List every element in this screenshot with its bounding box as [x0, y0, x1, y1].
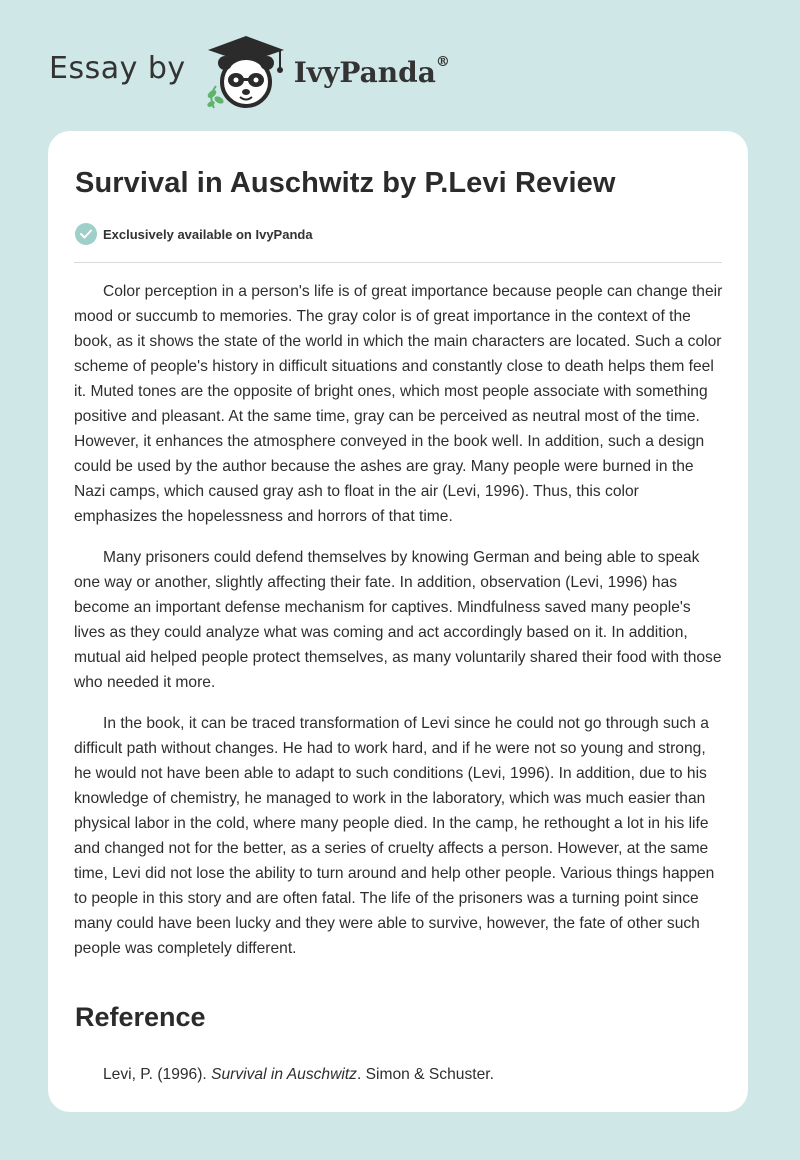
panda-logo-icon — [200, 30, 292, 110]
essay-by-label: Essay by — [49, 50, 186, 86]
reference-heading: Reference — [75, 1002, 206, 1032]
check-icon — [75, 223, 97, 245]
site-header — [49, 30, 450, 110]
reference-entry — [103, 1062, 494, 1087]
reference-publisher: . Simon & Schuster. — [356, 1066, 494, 1083]
paragraph: Color perception in a person's life is of great importance because people can change their mood or succumb to memories. The gray color is of great importance in the context of the book, as it shows the state of the world in which the main characters are located. Such a color scheme of people's history in difficult situations and constantly close to death helps them feel it. Muted tones are the opposite of bright ones, which most people associate with something positive and pleasant. At the same time, gray can be perceived as neutral most of the time. However, it enhances the atmosphere conveyed in the book well. In addition, such a design could be used by the author because the ashes are gray. Many people were burned in the Nazi camps, which caused gray ash to float in the air (Levi, 1996). Thus, this color emphasizes the hopelessness and horrors of that time. — [74, 283, 723, 525]
essay-body — [74, 279, 724, 977]
brand-name[interactable] — [293, 53, 450, 89]
page-title: Survival in Auschwitz by P.Levi Review — [75, 167, 616, 199]
brand-text: IvyPanda — [293, 55, 436, 89]
paragraph: In the book, it can be traced transformation of Levi since he could not go through such a difficult path without changes. He had to work hard, and if he were not so young and strong, he would not have been able to adapt to such conditions (Levi, 1996). In addition, due to his knowledge of chemistry, he managed to work in the laboratory, which was much easier than physical labor in the cold, where many people died. In the camp, he rethought a lot in his life and changed not for the better, as a series of cruelty affects a person. However, at the same time, Levi did not lose the ability to turn around and help other people. Various things happen to people in this story and are often fatal. The life of the prisoners was a turning point since many could have been lucky and they were able to survive, however, the fate of other such people was completely different. — [74, 715, 715, 957]
exclusive-badge — [75, 223, 313, 245]
exclusive-label: Exclusively available on IvyPanda — [103, 226, 313, 242]
reference-authors: Levi, P. (1996). — [103, 1066, 212, 1083]
registered-mark: ® — [435, 53, 450, 70]
ivypanda-logo[interactable] — [200, 30, 292, 110]
divider — [74, 262, 722, 263]
paragraph: Many prisoners could defend themselves by knowing German and being able to speak one way or another, slightly affecting their fate. In addition, observation (Levi, 1996) has become an important defense mechanism for captives. Mindfulness saved many people's lives as they could analyze what was coming and act accordingly based on it. In addition, mutual aid helped people protect themselves, as many voluntarily shared their food with those who needed it more. — [74, 549, 722, 691]
reference-title: Survival in Auschwitz — [211, 1066, 357, 1083]
essay-card — [48, 131, 748, 1112]
